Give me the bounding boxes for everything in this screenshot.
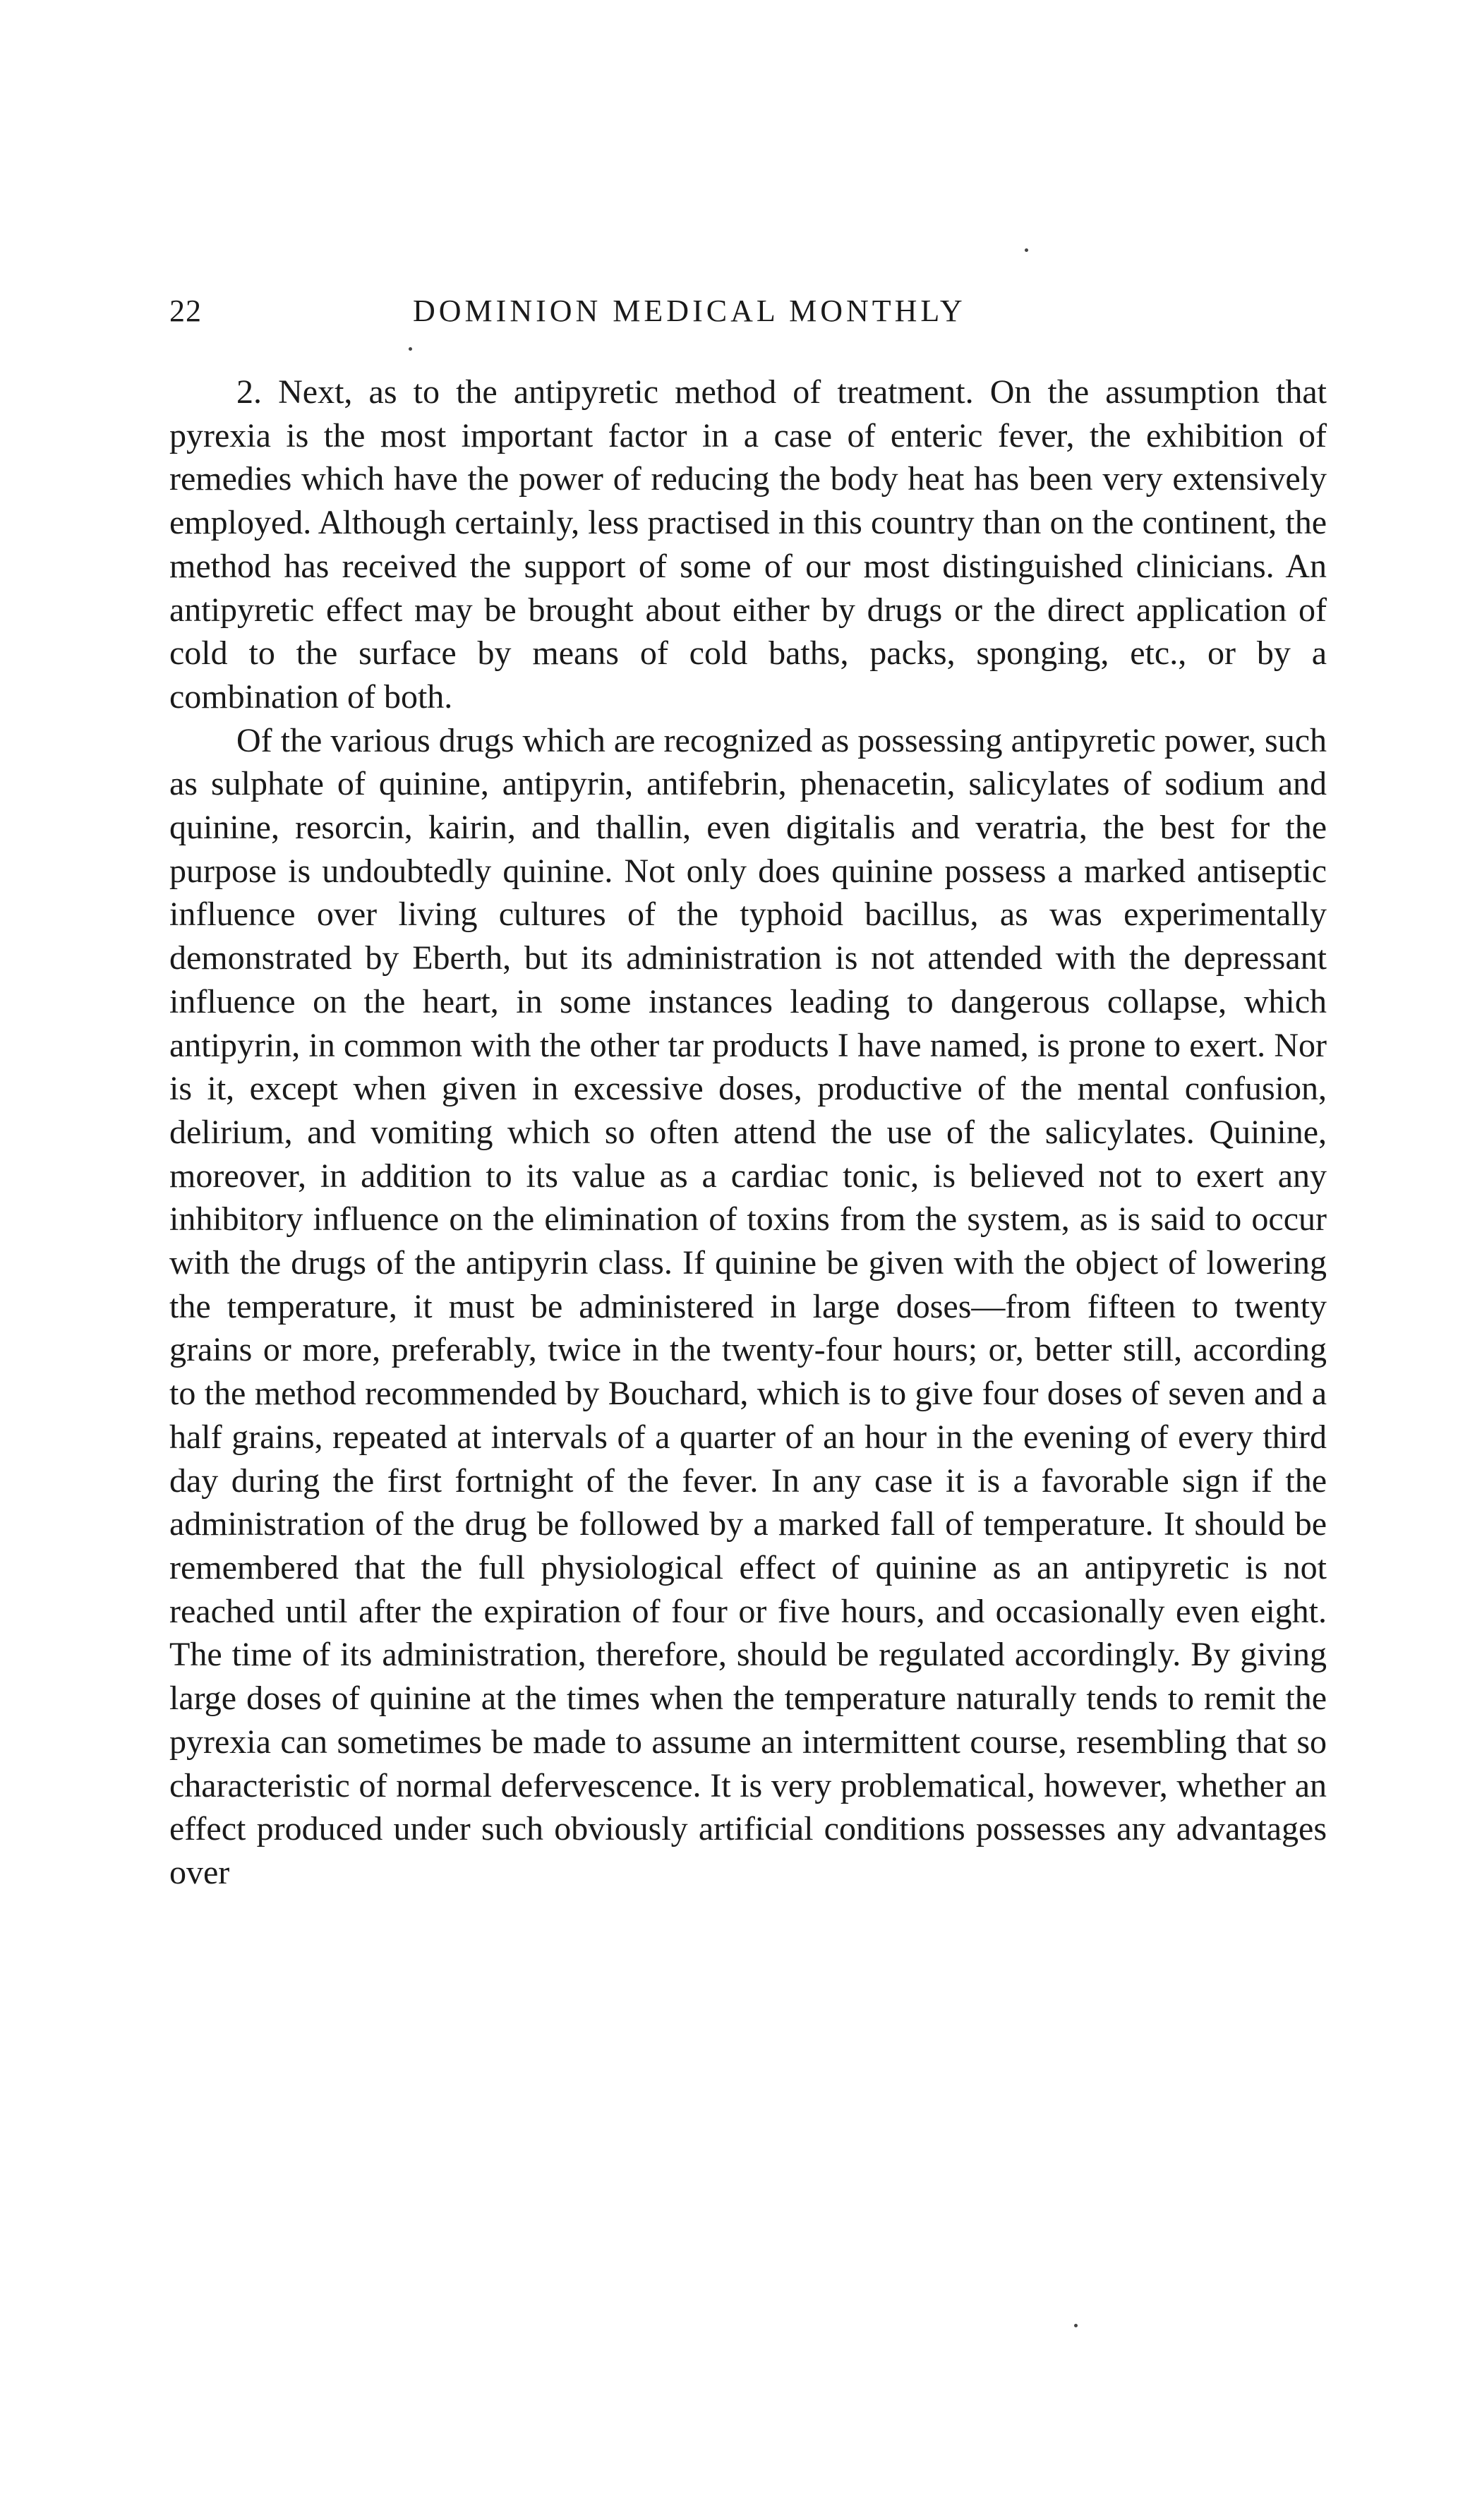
paragraph-antipyretic-drugs: Of the various drugs which are recognized as possessing antipyretic power, such as sulphate of quinine, antipyrin, antifebrin, phenacetin, salicylates of sodium and quinine, resorcin, kairin, and thallin, even digitalis and veratria, the best for the purpose is undoubtedly quinine. Not only does quinine possess a marked antiseptic influence over living cultures of the typhoid bacillus, as was experimentally demonstrated by Eberth, but its administration is not attended with the depressant influence on the heart, in some instances leading to dangerous collapse, which antipyrin, in common with the other tar products I have named, is prone to exert. Nor is it, except when given in excessive doses, productive of the mental confusion, delirium, and vomiting which so often attend the use of the salicylates. Quinine, moreover, in addition to its value as a cardiac tonic, is believed not to exert any inhibitory influence on the elimination of toxins from the system, as is said to occur with the drugs of the antipyrin class. If quinine be given with the object of lowering the temperature, it must be administered in large doses—from fifteen to twenty grains or more, preferably, twice in the twenty-four hours; or, better still, according to the method recommended by Bouchard, which is to give four doses of seven and a half grains, repeated at intervals of a quarter of an hour in the evening of every third day during the first fortnight of the fever. In any case it is a favorable sign if the administration of the drug be followed by a marked fall of temperature. It should be remembered that the full physiological effect of quinine as an antipyretic is not reached until after the expiration of four or five hours, and occasionally even eight. The time of its administration, therefore, should be regulated accordingly. By giving large doses of quinine at the times when the temperature naturally tends to remit the pyrexia can sometimes be made to assume an intermittent course, resembling that so characteristic of normal defervescence. It is very problematical, however, whether an effect produced under such obviously artificial conditions possesses any advantages over [169,721,1327,1891]
print-speck [1025,248,1028,252]
print-speck [409,347,412,351]
article-body [169,370,1327,1895]
paragraph-antipyretic-method: 2. Next, as to the antipyretic method of treatment. On the assumption that pyrexia is the most important factor in a case of enteric fever, the exhibition of remedies which have the power of reducing the body heat has been very extensively employed. Although certainly, less practised in this country than on the continent, the method has received the support of some of our most distinguished clinicians. An antipyretic effect may be brought about either by drugs or the direct application of cold to the surface by means of cold baths, packs, sponging, etc., or by a combination of both. [169,373,1327,716]
running-title: DOMINION MEDICAL MONTHLY [413,294,966,328]
page-header [169,293,1327,342]
page-number: 22 [169,294,202,328]
print-speck [1074,2324,1078,2327]
